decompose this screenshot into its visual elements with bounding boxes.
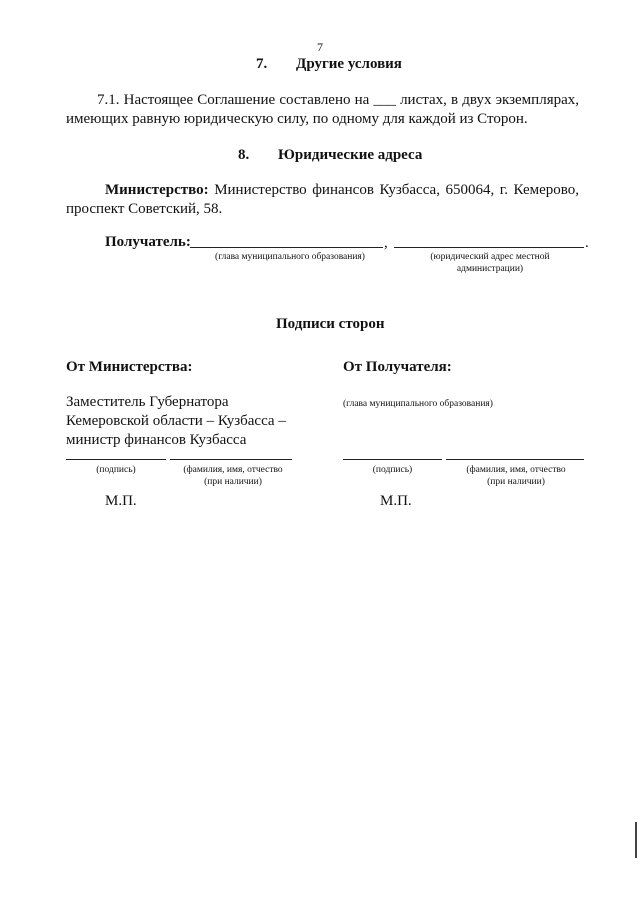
left-heading: От Министерства:: [66, 359, 193, 375]
section-8-title: Юридические адреса: [278, 147, 423, 163]
left-signature-caption: (подпись): [96, 465, 136, 475]
page-number: 7: [317, 40, 323, 54]
left-position-line2: Кемеровской области – Кузбасса –: [66, 413, 286, 429]
left-signature-blank: [66, 459, 166, 460]
right-heading: От Получателя:: [343, 359, 452, 375]
section-7-paragraph-line2: имеющих равную юридическую силу, по одному для каждой из Сторон.: [66, 111, 528, 127]
left-stamp: М.П.: [105, 493, 137, 509]
recipient-address-caption-line2: администрации): [456, 264, 524, 274]
left-name-blank: [170, 459, 292, 460]
recipient-end: .: [585, 235, 589, 251]
recipient-head-caption: (глава муниципального образования): [215, 252, 365, 262]
left-position-line1: Заместитель Губернатора: [66, 394, 229, 410]
recipient-separator: ,: [384, 235, 388, 251]
left-name-caption-line1: (фамилия, имя, отчество: [183, 465, 283, 475]
right-name-caption-line1: (фамилия, имя, отчество: [466, 465, 566, 475]
right-position-caption: (глава муниципального образования): [343, 399, 493, 409]
right-stamp: М.П.: [380, 493, 412, 509]
section-7-number: 7.: [256, 56, 268, 72]
right-signature-caption: (подпись): [372, 465, 413, 475]
section-7-paragraph-line1: 7.1. Настоящее Соглашение составлено на ___ листах, в двух экземплярах,: [97, 92, 579, 108]
section-7-title: Другие условия: [296, 56, 402, 72]
left-position-line3: министр финансов Кузбасса: [66, 432, 247, 448]
recipient-address-caption-line1: (юридический адрес местной: [430, 252, 550, 262]
recipient-address-blank: [394, 247, 584, 248]
section-8-number: 8.: [238, 147, 250, 163]
scan-edge-mark: [635, 822, 637, 858]
recipient-label: Получатель:: [105, 234, 191, 250]
right-name-caption-line2: (при наличии): [487, 477, 545, 487]
ministry-address-line1: [105, 180, 579, 200]
signatures-title: Подписи сторон: [276, 316, 385, 332]
recipient-head-blank: [190, 247, 383, 248]
ministry-label: Министерство:: [105, 182, 209, 198]
right-signature-blank: [343, 459, 442, 460]
ministry-text: Министерство финансов Кузбасса, 650064, г. Кемерово,: [214, 182, 579, 198]
ministry-address-line2: проспект Советский, 58.: [66, 201, 223, 217]
left-name-caption-line2: (при наличии): [204, 477, 262, 487]
right-name-blank: [446, 459, 584, 460]
